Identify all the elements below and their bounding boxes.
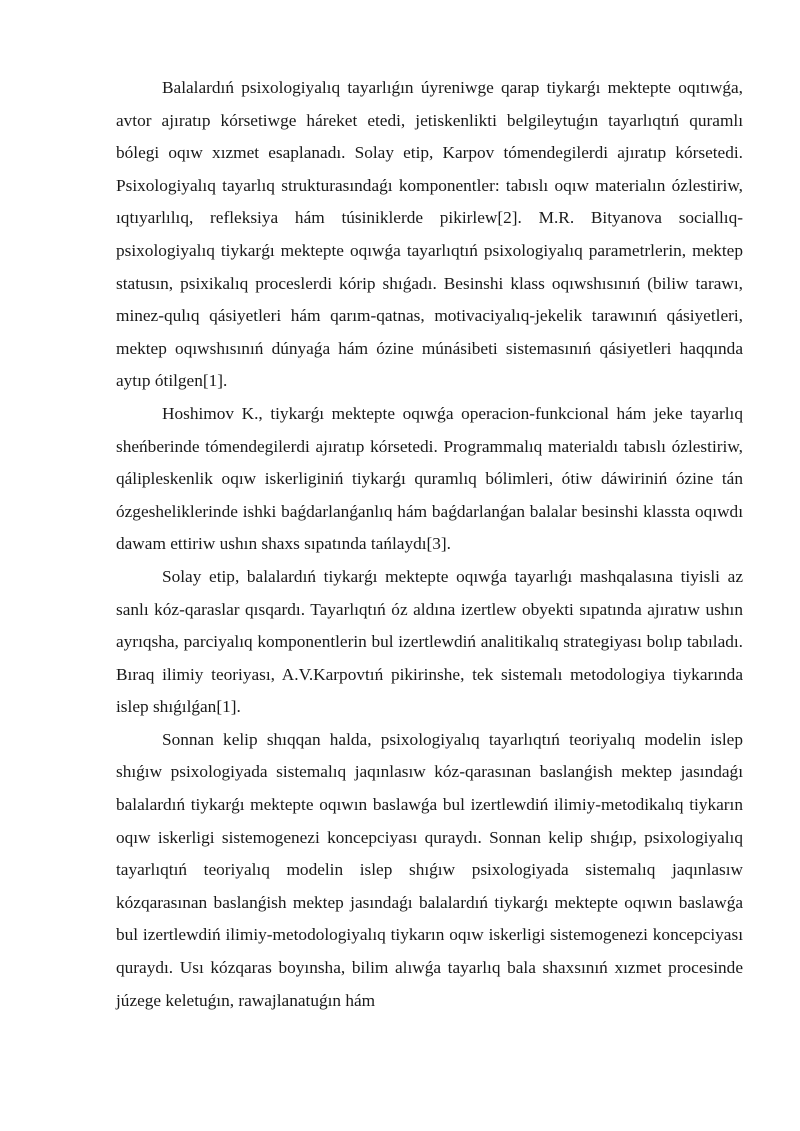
document-page [116,72,743,1017]
paragraph: Balalardıń psixologiyalıq tayarlıǵın úyreniwge qarap tiykarǵı mektepte oqıtıwǵa, avtor ajıratıp kórsetiwge háreket etedi, jetiskenlikti belgileytuǵın tayarlıqtıń quramlı bólegi oqıw xızmet esaplanadı. Solay etip, Karpov tómendegilerdi ajıratıp kórsetedi. Psixologiyalıq tayarlıq strukturasındaǵı komponentler: tabıslı oqıw materialın ózlestiriw, ıqtıyarlılıq, refleksiya hám túsiniklerde pikirlew[2]. M.R. Bityanova sociallıq-psixologiyalıq tiykarǵı mektepte oqıwǵa tayarlıqtıń psixologiyalıq parametrlerin, mektep statusın, psixikalıq proceslerdi kórip shıǵadı. Besinshi klass oqıwshısınıń (biliw tarawı, minez-qulıq qásiyetleri hám qarım-qatnas, motivaciyalıq-jekelik tarawınıń qásiyetleri, mektep oqıwshısınıń dúnyaǵa hám ózine múnásibeti sistemasınıń qásiyetleri haqqında aytıp ótilgen[1]. [116,78,743,391]
paragraph: Sonnan kelip shıqqan halda, psixologiyalıq tayarlıqtıń teoriyalıq modelin islep shıǵıw psixologiyada sistemalıq jaqınlasıw kóz-qarasınan baslanǵish mektep jasındaǵı balalardıń tiykarǵı mektepte oqıwın baslawǵa bul izertlewdiń ilimiy-metodikalıq tiykarın oqıw iskerligi sistemogenezi koncepciyası quraydı. Sonnan kelip shıǵıp, psixologiyalıq tayarlıqtıń teoriyalıq modelin islep shıǵıw psixologiyada sistemalıq jaqınlasıw kózqarasınan baslanǵish mektep jasındaǵı balalardıń tiykarǵı mektepte oqıwın baslawǵa bul izertlewdiń ilimiy-metodologiyalıq tiykarın oqıw iskerligi sistemogenezi koncepciyası quraydı. Usı kózqaras boyınsha, bilim alıwǵa tayarlıq bala shaxsınıń xızmet procesinde júzege keletuǵın, rawajlanatuǵın hám [116,729,743,1010]
paragraph: Solay etip, balalardıń tiykarǵı mektepte oqıwǵa tayarlıǵı mashqalasına tiyisli az sanlı kóz-qaraslar qısqardı. Tayarlıqtıń óz aldına izertlew obyekti sıpatında ajıratıw ushın ayrıqsha, parciyalıq komponentlerin bul izertlewdiń analitikalıq strategiyası bolıp tabıladı. Bıraq ilimiy teoriyası, A.V.Karpovtıń pikirinshe, tek sistemalı metodologiya tiykarında islep shıǵılǵan[1]. [116,566,743,717]
paragraph: Hoshimov K., tiykarǵı mektepte oqıwǵa operacion-funkcional hám jeke tayarlıq sheńberinde tómendegilerdi ajıratıp kórsetedi. Programmalıq materialdı tabıslı ózlestiriw, qálipleskenlik oqıw iskerliginiń tiykarǵı quramlıq bólimleri, ótiw dáwiriniń ózine tán ózgesheliklerinde ishki baǵdarlanǵanlıq hám baǵdarlanǵan balalar besinshi klassta oqıwdı dawam ettiriw ushın shaxs sıpatında tańlaydı[3]. [116,403,743,554]
